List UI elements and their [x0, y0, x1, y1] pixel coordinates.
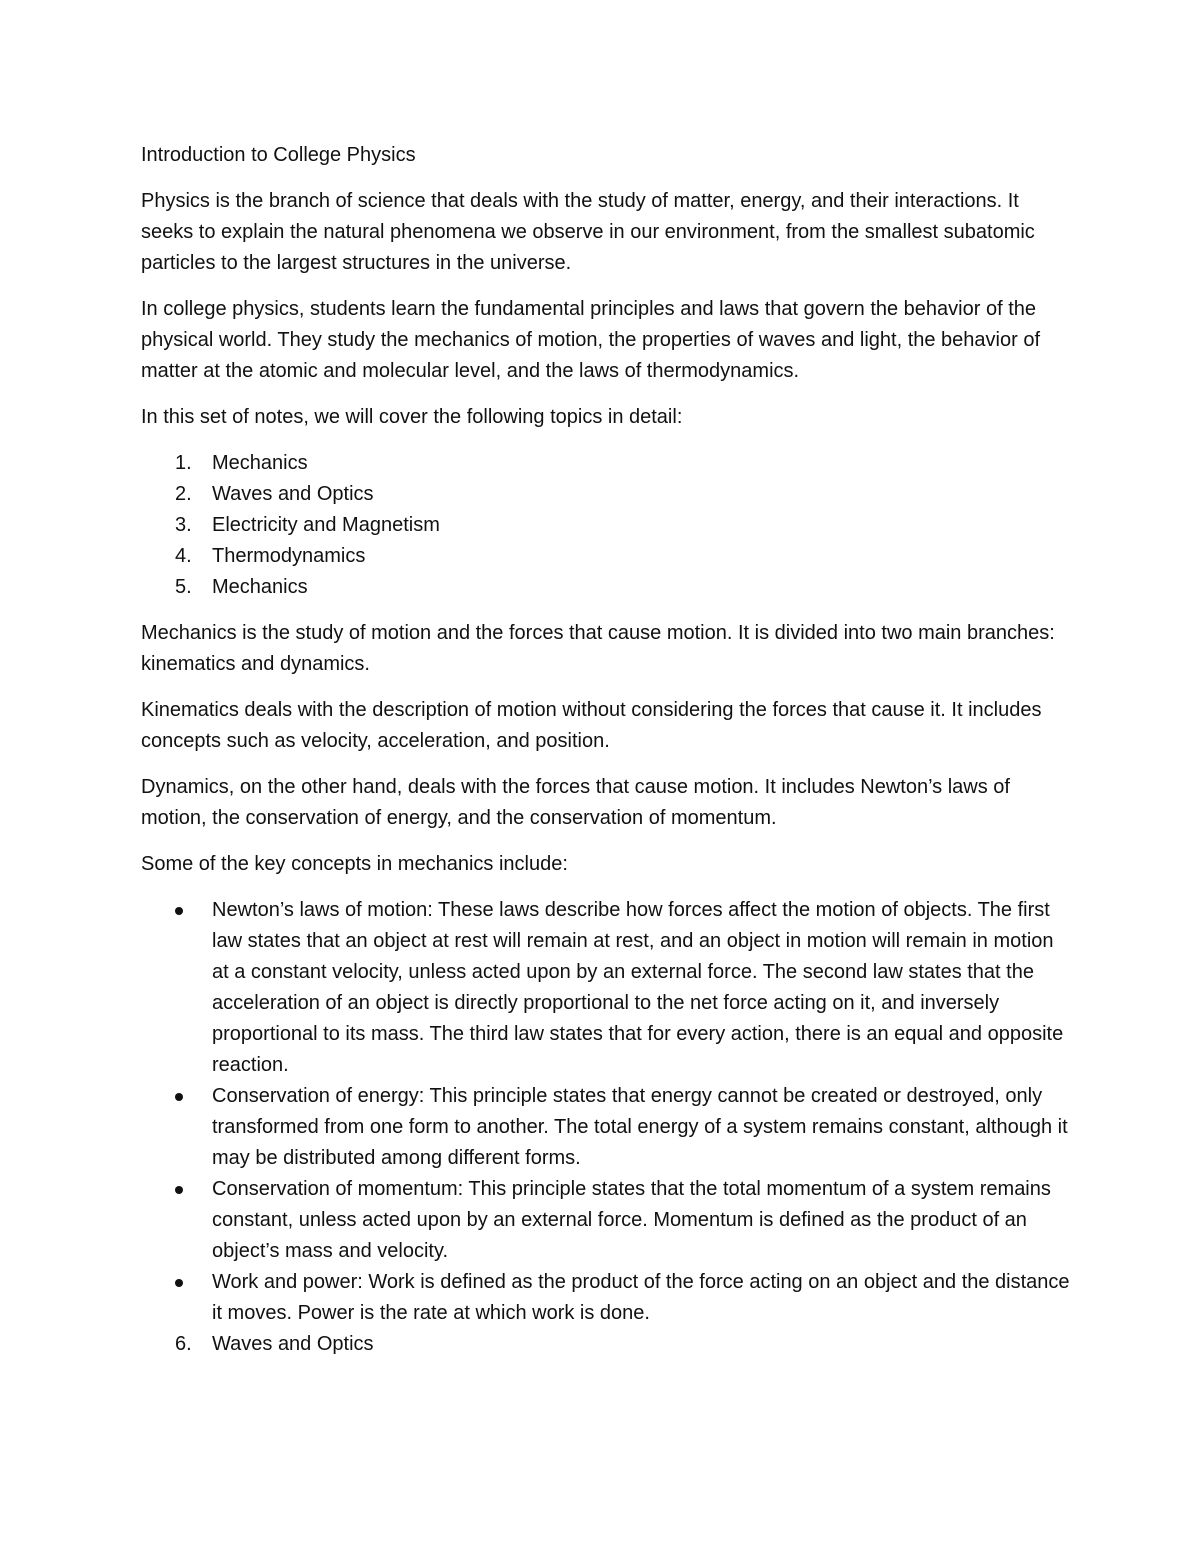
topic-item [141, 448, 1071, 479]
document-body [141, 140, 1071, 1360]
key-concept-text: Conservation of momentum: This principle states that the total momentum of a system remains constant, unless acted upon by an external force. Momentum is defined as the product of an object’s mass and velocity. [212, 1178, 1051, 1262]
bullet-icon [175, 1186, 183, 1194]
key-concept-text: Work and power: Work is defined as the product of the force acting on an object and the distance it moves. Power is the rate at which work is done. [212, 1271, 1070, 1324]
key-concept-item [141, 895, 1071, 1081]
key-concept-item [141, 1081, 1071, 1174]
key-concept-text: Newton’s laws of motion: These laws describe how forces affect the motion of objects. The first law states that an object at rest will remain at rest, and an object in motion will remain in motion at a constant velocity, unless acted upon by an external force. The second law states that the acceleration of an object is directly proportional to the net force acting on it, and inversely proportional to its mass. The third law states that for every action, there is an equal and opposite reaction. [212, 899, 1064, 1076]
intro-paragraph-3: In this set of notes, we will cover the following topics in detail: [141, 406, 683, 428]
bullet-icon [175, 1093, 183, 1101]
topic-number: 5. [175, 576, 192, 598]
topic-item [141, 479, 1071, 510]
topic-item [141, 510, 1071, 541]
key-concept-text: Conservation of energy: This principle states that energy cannot be created or destroyed, only transformed from one form to another. The total energy of a system remains constant, although it may be distributed among different forms. [212, 1085, 1068, 1169]
topics-list [141, 448, 1071, 603]
topic-label: Mechanics [212, 576, 308, 598]
topic-label: Thermodynamics [212, 545, 366, 567]
topic-item [141, 1329, 1071, 1360]
intro-paragraph-1: Physics is the branch of science that deals with the study of matter, energy, and their interactions. It seeks to explain the natural phenomena we observe in our environment, from the smallest subatomic particles to the largest structures in the universe. [141, 190, 1035, 274]
intro-paragraph-2: In college physics, students learn the fundamental principles and laws that govern the behavior of the physical world. They study the mechanics of motion, the properties of waves and light, the behavior of matter at the atomic and molecular level, and the laws of thermodynamics. [141, 298, 1041, 382]
topic-label: Waves and Optics [212, 1333, 374, 1355]
bullet-icon [175, 907, 183, 915]
document-title: Introduction to College Physics [141, 144, 416, 166]
topic-number: 3. [175, 514, 192, 536]
topic-label: Waves and Optics [212, 483, 374, 505]
topic-number: 4. [175, 545, 192, 567]
mechanics-paragraph-3: Dynamics, on the other hand, deals with the forces that cause motion. It includes Newton’s laws of motion, the conservation of energy, and the conservation of momentum. [141, 776, 1010, 829]
mechanics-paragraph-4: Some of the key concepts in mechanics include: [141, 853, 568, 875]
topic-number: 1. [175, 452, 192, 474]
topic-label: Mechanics [212, 452, 308, 474]
mechanics-paragraph-2: Kinematics deals with the description of motion without considering the forces that cause it. It includes concepts such as velocity, acceleration, and position. [141, 699, 1042, 752]
topic-item [141, 541, 1071, 572]
key-concept-item [141, 1267, 1071, 1329]
topic-label: Electricity and Magnetism [212, 514, 440, 536]
mechanics-paragraph-1: Mechanics is the study of motion and the forces that cause motion. It is divided into two main branches: kinematics and dynamics. [141, 622, 1055, 675]
bullet-icon [175, 1279, 183, 1287]
topic-number: 6. [175, 1333, 192, 1355]
key-concepts-list [141, 895, 1071, 1329]
topics-list-continued [141, 1329, 1071, 1360]
key-concept-item [141, 1174, 1071, 1267]
topic-item [141, 572, 1071, 603]
topic-number: 2. [175, 483, 192, 505]
